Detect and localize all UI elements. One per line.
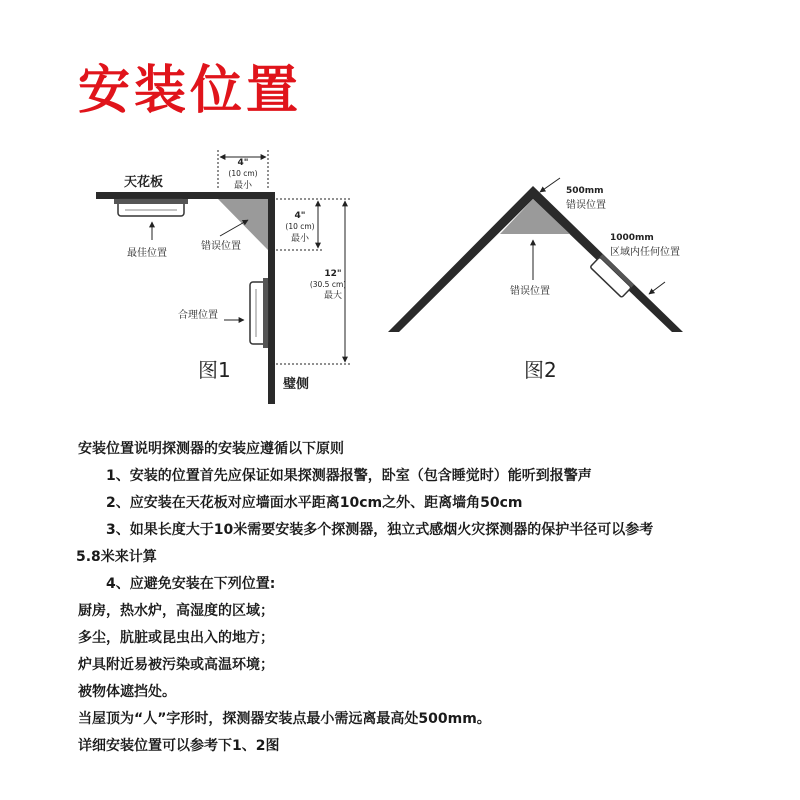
fig1-long-dim-note: 最大 xyxy=(323,291,343,301)
fig1-wrong-pointer xyxy=(220,220,248,236)
fig1-caption: 图1 xyxy=(198,358,231,382)
fig1-acceptable-detector xyxy=(250,278,268,348)
fig1-acceptable-label: 合理位置 xyxy=(178,310,218,321)
fig2-zone-label: 区域内任何位置 xyxy=(610,247,680,258)
fig1-top-dim-cm: (10 cm) xyxy=(228,169,258,178)
figure-1 xyxy=(96,150,350,404)
fig1-side-dim-inches: 4" xyxy=(294,211,306,221)
avoid-item: 炉具附近易被污染或高温环境； xyxy=(78,657,274,673)
fig2-zone-pointer xyxy=(649,282,665,294)
fig2-zone-dim: 1000mm xyxy=(610,233,654,243)
fig2-wrong-label: 错误位置 xyxy=(510,286,550,297)
fig2-caption: 图2 xyxy=(524,358,557,382)
fig1-best-detector xyxy=(114,199,188,216)
instruction-item-4: 4、应避免安装在下列位置: xyxy=(106,576,276,592)
fig1-ceiling-label: 天花板 xyxy=(124,175,164,190)
fig1-wall-label: 璧侧 xyxy=(283,377,310,392)
page-title: 安装位置 xyxy=(78,61,303,121)
fig2-peak-pointer xyxy=(540,178,560,192)
avoid-item: 厨房，热水炉，高湿度的区域； xyxy=(78,603,274,619)
fig1-side-dim-note: 最小 xyxy=(290,234,310,244)
fig2-peak-label: 错误位置 xyxy=(566,200,606,211)
fig1-wrong-label: 错误位置 xyxy=(201,241,241,252)
instruction-item-3-continued: 5.8米来计算 xyxy=(76,549,157,565)
instruction-item-1: 1、安装的位置首先应保证如果探测器报警，卧室（包含睡觉时）能听到报警声 xyxy=(106,468,592,484)
instruction-item-3: 3、如果长度大于10米需要安装多个探测器，独立式感烟火灾探测器的保护半径可以参考 xyxy=(106,522,654,538)
figure-2 xyxy=(388,178,683,382)
fig1-side-dim-cm: (10 cm) xyxy=(285,222,315,231)
reference-note: 详细安装位置可以参考下1、2图 xyxy=(78,738,280,754)
roof-note: 当屋顶为“人”字形时，探测器安装点最小需远离最高处500mm。 xyxy=(78,711,491,727)
fig1-top-dim-note: 最小 xyxy=(233,181,253,191)
fig1-wall xyxy=(268,192,275,404)
fig1-top-dim-inches: 4" xyxy=(237,158,249,168)
instructions-heading: 安装位置说明探测器的安装应遵循以下原则 xyxy=(78,441,344,457)
fig1-long-dim-cm: (30.5 cm) xyxy=(309,280,347,289)
instruction-item-2: 2、应安装在天花板对应墙面水平距离10cm之外、距离墙角50cm xyxy=(106,495,523,511)
fig1-ceiling xyxy=(96,192,274,199)
instructions xyxy=(78,436,778,760)
fig1-long-dim-inches: 12" xyxy=(324,269,342,279)
avoid-item: 多尘，肮脏或昆虫出入的地方； xyxy=(78,630,274,646)
fig2-zone-detector xyxy=(590,254,634,298)
fig1-best-label: 最佳位置 xyxy=(127,248,167,259)
fig2-peak-dim: 500mm xyxy=(566,186,604,196)
avoid-item: 被物体遮挡处。 xyxy=(78,684,176,700)
